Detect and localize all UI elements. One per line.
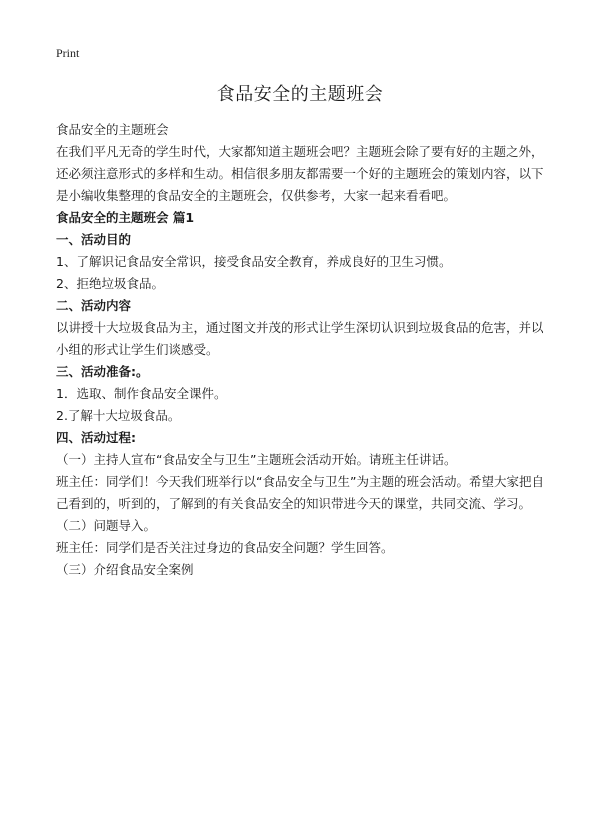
paragraph: 1．选取、制作食品安全课件。 (56, 386, 227, 401)
intro-paragraph: 在我们平凡无奇的学生时代，大家都知道主题班会吧？主题班会除了要有好的主题之外，还必须注意形式的多样和生动。相信很多朋友都需要一个好的主题班会的策划内容，以下是小编收集整理的食品安全的主题班会，仅供参考，大家一起来看看吧。 (56, 144, 544, 203)
heading-activity-prep: 三、活动准备:。 (56, 364, 149, 379)
page-title: 食品安全的主题班会 (216, 84, 384, 105)
print-label[interactable]: Print (56, 46, 80, 60)
paragraph: （三）介绍食品安全案例 (56, 562, 194, 577)
document-body (56, 119, 552, 581)
paragraph: 班主任：同学们是否关注过身边的食品安全问题？学生回答。 (56, 540, 394, 555)
document-subtitle: 食品安全的主题班会 (56, 122, 169, 137)
paragraph: 1、了解识记食品安全常识，接受食品安全教育，养成良好的卫生习惯。 (56, 254, 452, 269)
paragraph: （二）问题导入。 (56, 518, 157, 533)
heading-activity-content: 二、活动内容 (56, 298, 132, 313)
paragraph: 班主任：同学们！今天我们班举行以“食品安全与卫生”为主题的班会活动。希望大家把自己看到的，听到的，了解到的有关食品安全的知识带进今天的课堂，共同交流、学习。 (56, 474, 544, 511)
section-heading: 食品安全的主题班会 篇1 (56, 210, 195, 225)
paragraph: 2.了解十大垃圾食品。 (56, 408, 181, 423)
heading-activity-process: 四、活动过程: (56, 430, 136, 445)
paragraph: 2、拒绝垃圾食品。 (56, 276, 164, 291)
paragraph: 以讲授十大垃圾食品为主，通过图文并茂的形式让学生深切认识到垃圾食品的危害，并以小组的形式让学生们谈感受。 (56, 320, 544, 357)
heading-activity-goal: 一、活动目的 (56, 232, 132, 247)
paragraph: （一）主持人宣布“食品安全与卫生”主题班会活动开始。请班主任讲话。 (56, 452, 457, 467)
